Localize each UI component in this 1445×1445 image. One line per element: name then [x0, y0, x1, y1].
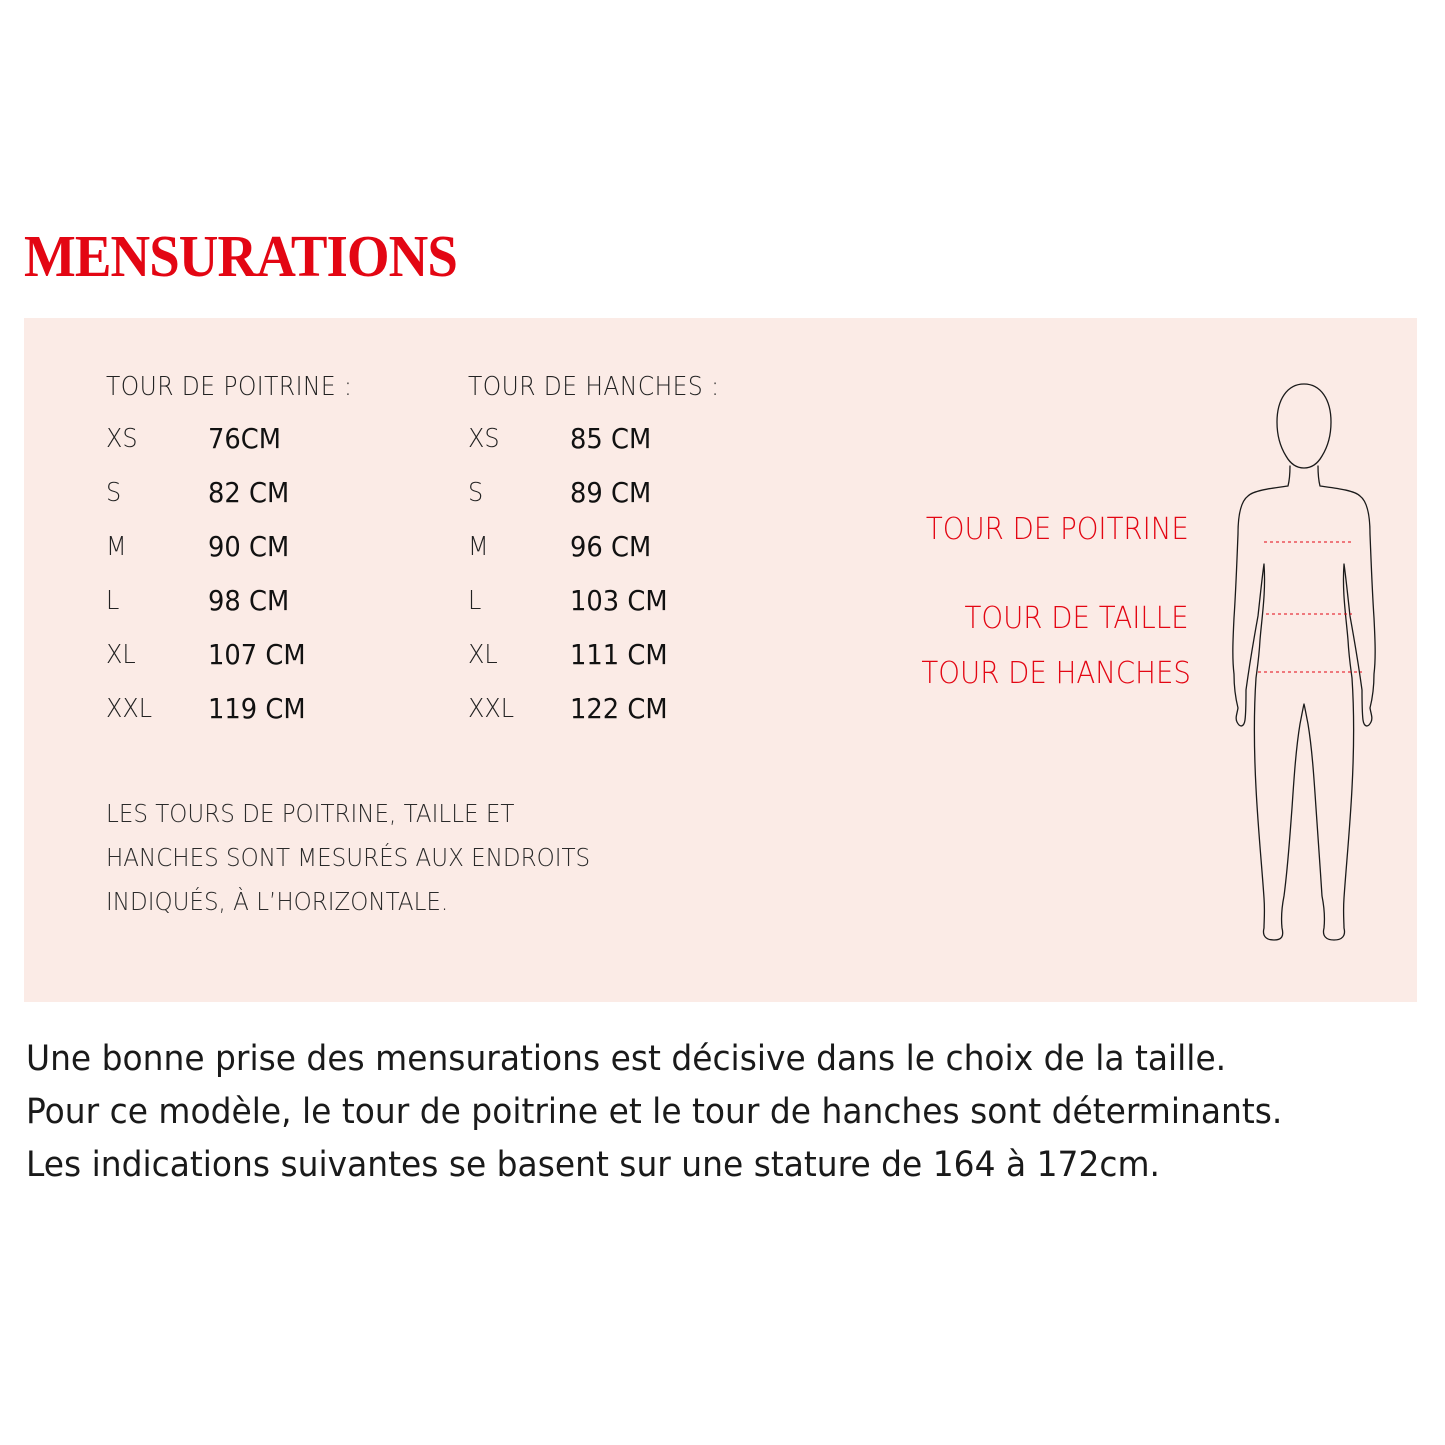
chest-value: 119 CM [208, 692, 306, 725]
chest-value: 76CM [208, 422, 281, 455]
hips-value: 96 CM [570, 530, 652, 563]
size-label: S [106, 478, 122, 508]
size-label: XS [468, 424, 500, 454]
body-outline [1233, 466, 1375, 940]
hips-value: 85 CM [570, 422, 652, 455]
hips-value: 89 CM [570, 476, 652, 509]
chest-value: 107 CM [208, 638, 306, 671]
note-line: INDIQUÉS, À L’HORIZONTALE. [106, 887, 449, 916]
size-label: XXL [468, 694, 515, 724]
size-label: XS [106, 424, 138, 454]
head-outline [1277, 384, 1331, 468]
size-label: M [468, 532, 489, 562]
hips-value: 103 CM [570, 584, 668, 617]
intro-line: Pour ce modèle, le tour de poitrine et le tour de hanches sont déterminants. [26, 1092, 1283, 1132]
chest-value: 90 CM [208, 530, 290, 563]
body-outline-figure [1204, 378, 1404, 948]
size-label: XL [106, 640, 136, 670]
note-line: HANCHES SONT MESURÉS AUX ENDROITS [106, 843, 591, 872]
intro-line: Les indications suivantes se basent sur une stature de 164 à 172cm. [26, 1145, 1160, 1185]
size-label: XXL [106, 694, 153, 724]
measurements-panel [24, 318, 1417, 1002]
chest-column-heading: TOUR DE POITRINE : [106, 372, 353, 402]
hips-column-heading: TOUR DE HANCHES : [468, 372, 720, 402]
chest-value: 82 CM [208, 476, 290, 509]
chest-marker-label: TOUR DE POITRINE [926, 512, 1189, 547]
chest-value: 98 CM [208, 584, 290, 617]
intro-line: Une bonne prise des mensurations est décisive dans le choix de la taille. [26, 1039, 1227, 1079]
size-label: XL [468, 640, 498, 670]
size-label: L [106, 586, 120, 616]
page-title: MENSURATIONS [24, 223, 457, 289]
measurement-note [106, 792, 632, 924]
size-label: M [106, 532, 127, 562]
hips-value: 111 CM [570, 638, 668, 671]
hips-marker-label: TOUR DE HANCHES [921, 656, 1191, 691]
note-line: LES TOURS DE POITRINE, TAILLE ET [106, 799, 515, 828]
hips-value: 122 CM [570, 692, 668, 725]
size-label: S [468, 478, 484, 508]
waist-marker-label: TOUR DE TAILLE [964, 601, 1189, 636]
size-label: L [468, 586, 482, 616]
intro-paragraph [26, 1033, 1363, 1192]
